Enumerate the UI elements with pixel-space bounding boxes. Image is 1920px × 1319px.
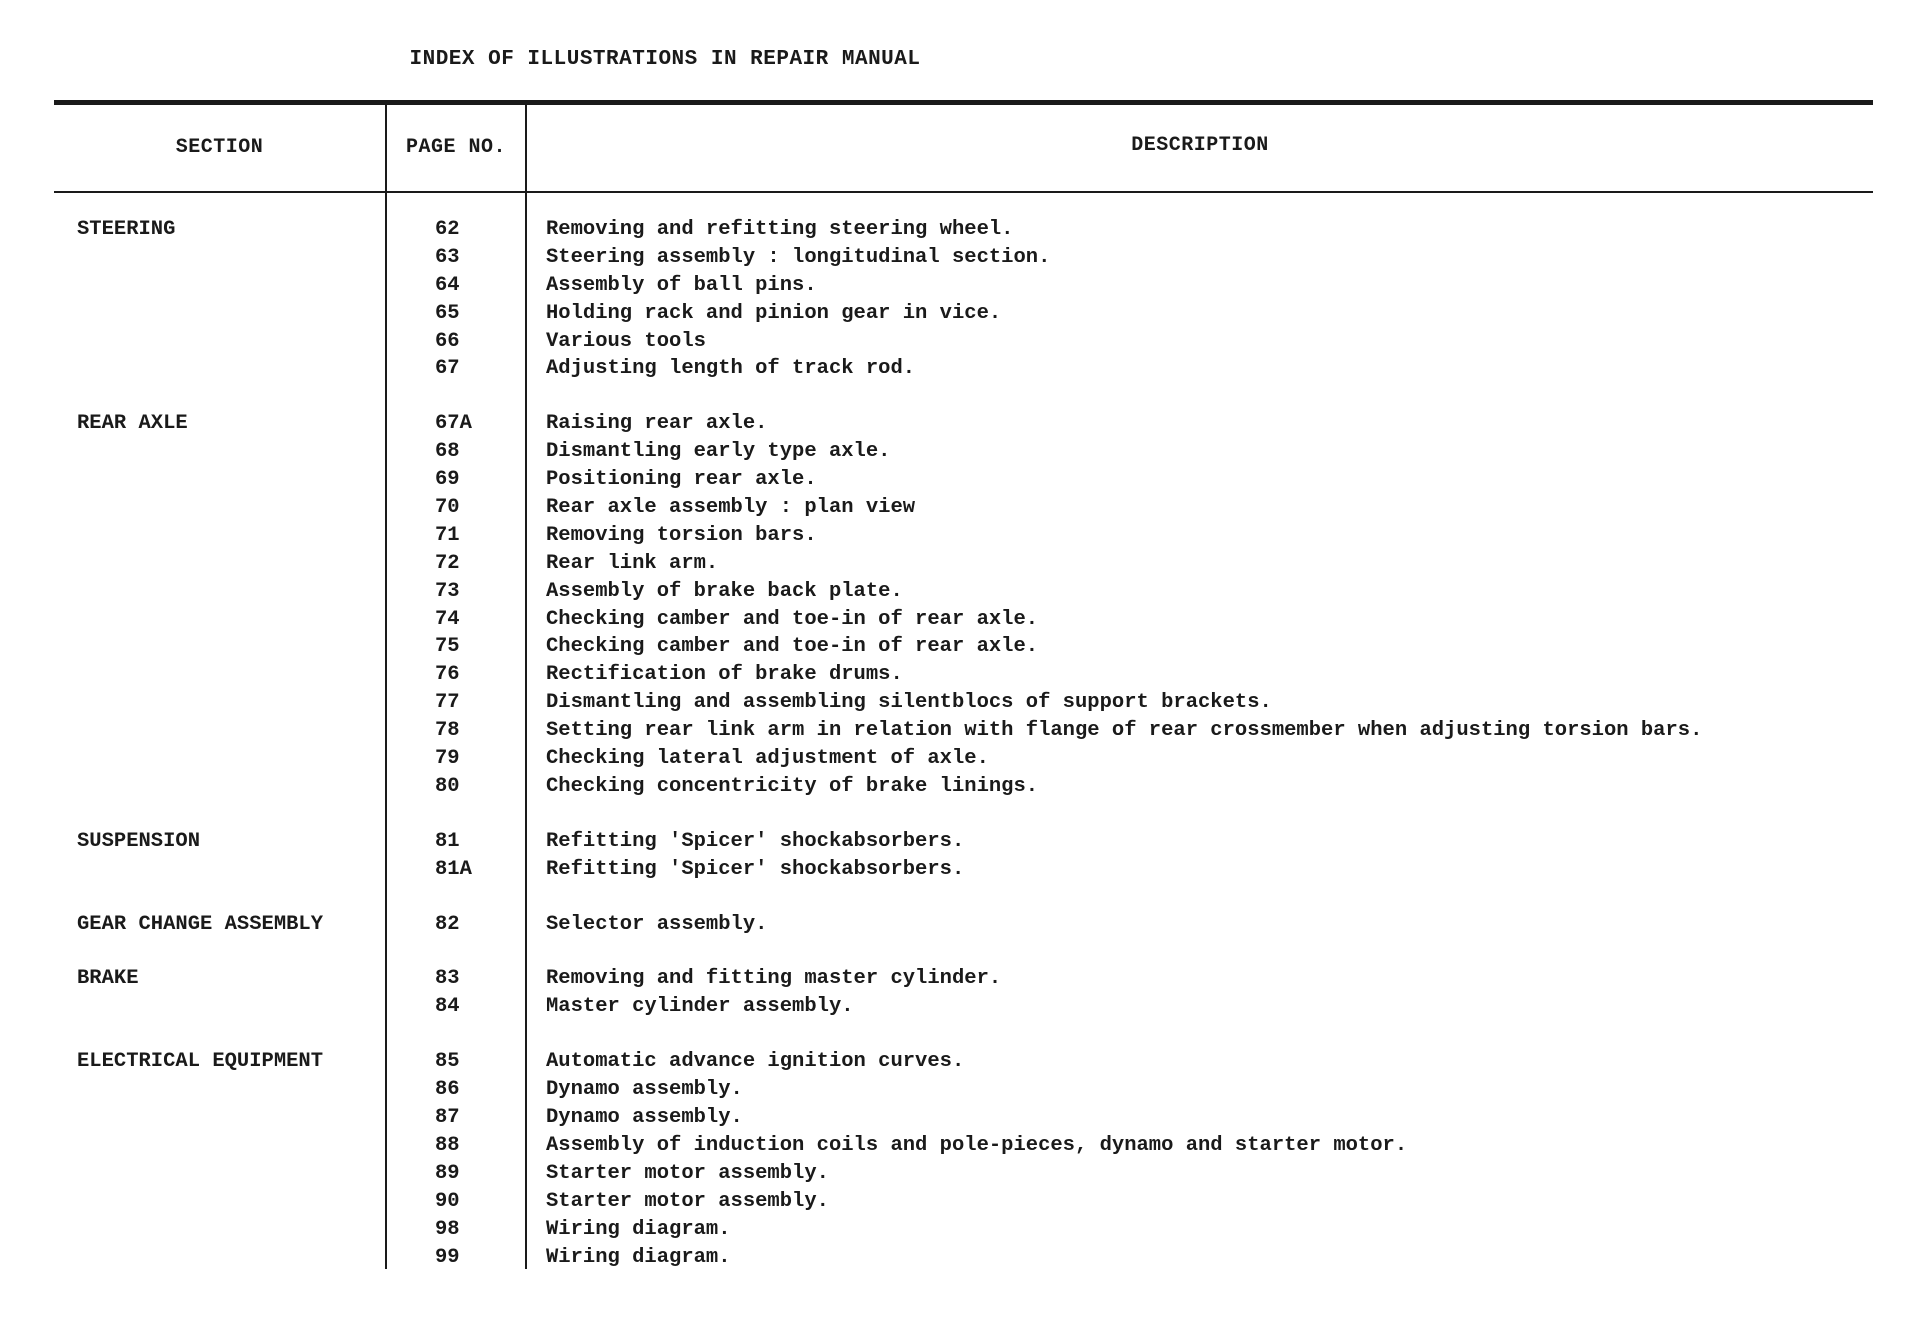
- page-number: 83: [435, 967, 460, 991]
- table-row: [0, 466, 1920, 494]
- table-row: [0, 244, 1920, 272]
- page-number: 73: [435, 579, 460, 603]
- description-text: Raising rear axle.: [546, 412, 768, 436]
- table-row: [0, 578, 1920, 606]
- page-number: 72: [435, 551, 460, 575]
- page-number: 82: [435, 912, 460, 936]
- description-text: Rear link arm.: [546, 551, 719, 575]
- page-number: 85: [435, 1050, 460, 1074]
- table-row: [0, 1244, 1920, 1272]
- description-text: Rear axle assembly : plan view: [546, 496, 916, 520]
- page-number: 66: [435, 329, 460, 353]
- table-row: [0, 1160, 1920, 1188]
- page-number: 69: [435, 468, 460, 492]
- table-row: [0, 355, 1920, 383]
- description-text: Refitting 'Spicer' shockabsorbers.: [546, 829, 965, 853]
- page-number: 75: [435, 635, 460, 659]
- page-number: 74: [435, 607, 460, 631]
- page-number: 70: [435, 496, 460, 520]
- description-text: Positioning rear axle.: [546, 468, 817, 492]
- table-row: [0, 717, 1920, 745]
- table-row: [0, 661, 1920, 689]
- table-row: [0, 1216, 1920, 1244]
- page-number: 64: [435, 273, 460, 297]
- table-row: [0, 1188, 1920, 1216]
- table-row: [0, 328, 1920, 356]
- page-number: 79: [435, 747, 460, 771]
- page-number: 78: [435, 719, 460, 743]
- description-text: Removing and refitting steering wheel.: [546, 218, 1014, 241]
- description-text: Setting rear link arm in relation with flange of rear crossmember when adjusting torsion bars.: [546, 719, 1703, 743]
- table-row: [0, 993, 1920, 1021]
- description-text: Wiring diagram.: [546, 1217, 731, 1241]
- section-name: GEAR CHANGE ASSEMBLY: [77, 912, 324, 936]
- section-name: REAR AXLE: [77, 412, 188, 436]
- description-text: Master cylinder assembly.: [546, 995, 854, 1019]
- page-number: 90: [435, 1189, 460, 1213]
- table-row: [0, 550, 1920, 578]
- table-row: [0, 1104, 1920, 1132]
- page-number: 62: [435, 218, 460, 241]
- table-row: [0, 965, 1920, 993]
- page-number: 65: [435, 301, 460, 325]
- page-number: 67A: [435, 412, 472, 436]
- section-name: STEERING: [77, 218, 176, 241]
- table-row: [0, 300, 1920, 328]
- page-number: 76: [435, 663, 460, 687]
- page-number: 89: [435, 1161, 460, 1185]
- section-group: [0, 216, 1920, 383]
- header-bottom-rule: [54, 191, 1873, 193]
- section-group: [0, 828, 1920, 884]
- table-row: [0, 745, 1920, 773]
- page-number: 86: [435, 1078, 460, 1102]
- description-text: Holding rack and pinion gear in vice.: [546, 301, 1002, 325]
- description-text: Dismantling and assembling silentblocs of support brackets.: [546, 691, 1272, 715]
- page-number: 77: [435, 691, 460, 715]
- description-text: Starter motor assembly.: [546, 1189, 829, 1213]
- description-text: Automatic advance ignition curves.: [546, 1050, 965, 1074]
- page-number: 88: [435, 1133, 460, 1157]
- description-text: Selector assembly.: [546, 912, 768, 936]
- description-text: Dynamo assembly.: [546, 1078, 743, 1102]
- page-number: 68: [435, 440, 460, 464]
- table-row: [0, 606, 1920, 634]
- description-text: Wiring diagram.: [546, 1245, 731, 1269]
- description-text: Dismantling early type axle.: [546, 440, 891, 464]
- description-text: Dynamo assembly.: [546, 1106, 743, 1130]
- section-group: [0, 965, 1920, 1021]
- page-number: 99: [435, 1245, 460, 1269]
- page-number: 81A: [435, 857, 472, 881]
- section-name: SUSPENSION: [77, 829, 201, 853]
- section-group: [0, 410, 1920, 800]
- table-row: [0, 633, 1920, 661]
- table-row: [0, 911, 1920, 939]
- section-name: ELECTRICAL EQUIPMENT: [77, 1050, 324, 1074]
- description-text: Removing torsion bars.: [546, 523, 817, 547]
- table-row: [0, 828, 1920, 856]
- description-text: Rectification of brake drums.: [546, 663, 903, 687]
- column-header-description: DESCRIPTION: [1131, 134, 1269, 157]
- description-text: Removing and fitting master cylinder.: [546, 967, 1002, 991]
- page-number: 81: [435, 829, 460, 853]
- header-top-rule: [54, 100, 1873, 105]
- table-row: [0, 1048, 1920, 1076]
- page-number: 71: [435, 523, 460, 547]
- table-row: [0, 1076, 1920, 1104]
- description-text: Refitting 'Spicer' shockabsorbers.: [546, 857, 965, 881]
- description-text: Assembly of induction coils and pole-pieces, dynamo and starter motor.: [546, 1133, 1408, 1157]
- table-row: [0, 410, 1920, 438]
- table-row: [0, 1132, 1920, 1160]
- table-row: [0, 689, 1920, 717]
- table-row: [0, 494, 1920, 522]
- table-row: [0, 438, 1920, 466]
- table-row: [0, 773, 1920, 801]
- section-name: BRAKE: [77, 967, 139, 991]
- page-number: 87: [435, 1106, 460, 1130]
- description-text: Starter motor assembly.: [546, 1161, 829, 1185]
- document-title: INDEX OF ILLUSTRATIONS IN REPAIR MANUAL: [409, 48, 921, 71]
- description-text: Checking lateral adjustment of axle.: [546, 747, 989, 771]
- column-header-page: PAGE NO.: [405, 136, 506, 159]
- page-number: 63: [435, 245, 460, 269]
- description-text: Checking camber and toe-in of rear axle.: [546, 635, 1039, 659]
- table-row: [0, 216, 1920, 244]
- description-text: Assembly of ball pins.: [546, 273, 817, 297]
- description-text: Adjusting length of track rod.: [546, 357, 916, 381]
- description-text: Various tools: [546, 329, 706, 353]
- description-text: Checking concentricity of brake linings.: [546, 774, 1039, 798]
- table-row: [0, 856, 1920, 884]
- table-row: [0, 272, 1920, 300]
- page-number: 84: [435, 995, 460, 1019]
- section-group: [0, 911, 1920, 939]
- column-header-section: SECTION: [175, 136, 264, 159]
- section-group: [0, 1048, 1920, 1271]
- description-text: Assembly of brake back plate.: [546, 579, 903, 603]
- description-text: Checking camber and toe-in of rear axle.: [546, 607, 1039, 631]
- table-row: [0, 522, 1920, 550]
- page-number: 98: [435, 1217, 460, 1241]
- page-number: 80: [435, 774, 460, 798]
- page-number: 67: [435, 357, 460, 381]
- description-text: Steering assembly : longitudinal section.: [546, 245, 1051, 269]
- index-table-body: [0, 216, 1920, 1298]
